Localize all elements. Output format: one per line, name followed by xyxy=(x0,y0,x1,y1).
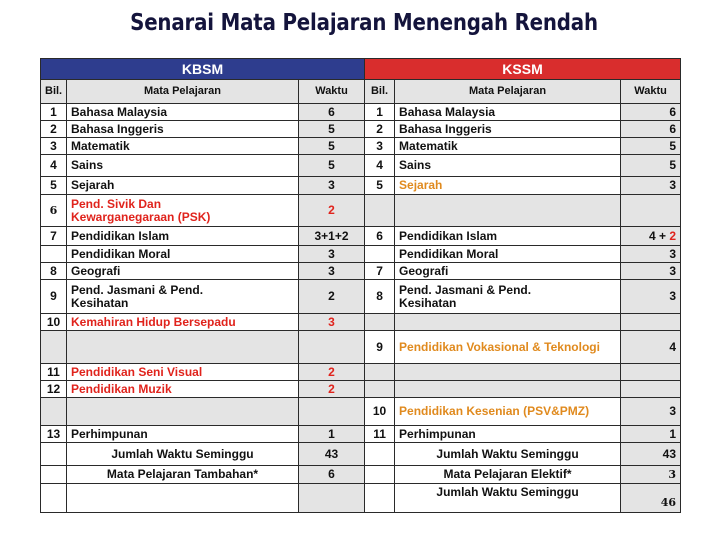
ks-grand-total: 46 xyxy=(621,484,681,513)
kb-hours-empty xyxy=(299,331,365,364)
ks-bil: 1 xyxy=(365,104,395,121)
ks-bil: 10 xyxy=(365,398,395,426)
kb-subject: Pendidikan Seni Visual xyxy=(67,364,299,381)
kb-bil-empty xyxy=(41,484,67,513)
kb-hours: 3 xyxy=(299,177,365,195)
ks-bil: 9 xyxy=(365,331,395,364)
kb-bil-header: Bil. xyxy=(41,80,67,104)
kb-subject: Pendidikan Moral xyxy=(67,246,299,263)
kb-bil: 11 xyxy=(41,364,67,381)
kb-subject: Geografi xyxy=(67,263,299,280)
kb-hours: 5 xyxy=(299,138,365,155)
kbsm-header: KBSM xyxy=(41,59,365,80)
kb-hours: 2 xyxy=(299,280,365,314)
table-row xyxy=(41,426,681,443)
table-row xyxy=(41,314,681,331)
kb-subject-empty xyxy=(67,331,299,364)
kb-hours: 3 xyxy=(299,246,365,263)
column-header-row xyxy=(41,80,681,104)
ks-subject: Pendidikan Islam xyxy=(395,227,621,246)
kb-hours: 5 xyxy=(299,121,365,138)
kb-subject: Kemahiran Hidup Bersepadu xyxy=(67,314,299,331)
table-row xyxy=(41,381,681,398)
kb-subject: Bahasa Malaysia xyxy=(67,104,299,121)
ks-bil: 5 xyxy=(365,177,395,195)
kb-subject xyxy=(67,195,299,227)
table-row xyxy=(41,195,681,227)
kb-bil: 13 xyxy=(41,426,67,443)
kb-subject: Sains xyxy=(67,155,299,177)
ks-subject: Geografi xyxy=(395,263,621,280)
totals-row xyxy=(41,466,681,484)
ks-hours-empty xyxy=(621,314,681,331)
ks-hours-base: 4 + xyxy=(648,228,670,243)
kb-bil: 6 xyxy=(41,195,67,227)
kb-weekly-total: 43 xyxy=(299,443,365,466)
ks-subject-empty xyxy=(395,314,621,331)
ks-hours: 5 xyxy=(621,155,681,177)
totals-row xyxy=(41,484,681,513)
table-row xyxy=(41,246,681,263)
table-row xyxy=(41,398,681,426)
ks-bil-empty xyxy=(365,443,395,466)
kb-bil: 8 xyxy=(41,263,67,280)
ks-total-label: Jumlah Waktu Seminggu xyxy=(395,484,621,513)
kb-bil-empty xyxy=(41,246,67,263)
ks-subject: Sejarah xyxy=(395,177,621,195)
ks-hours-empty xyxy=(621,195,681,227)
table-row xyxy=(41,121,681,138)
kb-hours-header: Waktu xyxy=(299,80,365,104)
ks-bil-empty xyxy=(365,466,395,484)
kssm-header: KSSM xyxy=(365,59,681,80)
ks-bil: 3 xyxy=(365,138,395,155)
kb-hours: 3+1+2 xyxy=(299,227,365,246)
kb-hours: 5 xyxy=(299,155,365,177)
kb-subject-header: Mata Pelajaran xyxy=(67,80,299,104)
ks-bil: 6 xyxy=(365,227,395,246)
ks-hours: 3 xyxy=(621,246,681,263)
ks-hours: 5 xyxy=(621,138,681,155)
kb-subject: Perhimpunan xyxy=(67,426,299,443)
ks-bil: 2 xyxy=(365,121,395,138)
kb-hours: 3 xyxy=(299,263,365,280)
kb-hours: 2 xyxy=(299,195,365,227)
table-row xyxy=(41,364,681,381)
ks-elective-label: Mata Pelajaran Elektif* xyxy=(395,466,621,484)
kb-bil: 5 xyxy=(41,177,67,195)
kb-bil: 9 xyxy=(41,280,67,314)
kb-hours-empty xyxy=(299,484,365,513)
kb-bil-empty xyxy=(41,398,67,426)
kb-subject-line: Kewarganegaraan (PSK) xyxy=(71,209,211,224)
kb-subject-line: Pend. Sivik Dan xyxy=(71,196,162,211)
ks-subject: Pendidikan Kesenian (PSV&PMZ) xyxy=(395,398,621,426)
ks-subject: Bahasa Inggeris xyxy=(395,121,621,138)
ks-hours: 1 xyxy=(621,426,681,443)
ks-subject: Perhimpunan xyxy=(395,426,621,443)
ks-hours: 3 xyxy=(621,263,681,280)
kb-weekly-label: Jumlah Waktu Seminggu xyxy=(67,443,299,466)
kb-bil-empty xyxy=(41,466,67,484)
kb-extra-label: Mata Pelajaran Tambahan* xyxy=(67,466,299,484)
kb-subject: Matematik xyxy=(67,138,299,155)
ks-subject: Matematik xyxy=(395,138,621,155)
kb-subject: Sejarah xyxy=(67,177,299,195)
section-header-row xyxy=(41,59,681,80)
kb-subject-empty xyxy=(67,398,299,426)
ks-elective-total: 3 xyxy=(621,466,681,484)
kb-bil: 10 xyxy=(41,314,67,331)
table-row xyxy=(41,138,681,155)
ks-bil-empty xyxy=(365,381,395,398)
table-row xyxy=(41,263,681,280)
kb-bil-empty xyxy=(41,331,67,364)
ks-hours xyxy=(621,227,681,246)
kb-subject-line: Kesihatan xyxy=(71,295,129,310)
ks-subject: Sains xyxy=(395,155,621,177)
kb-bil: 7 xyxy=(41,227,67,246)
ks-subject xyxy=(395,280,621,314)
table-row xyxy=(41,104,681,121)
ks-subject: Bahasa Malaysia xyxy=(395,104,621,121)
kb-subject: Pendidikan Muzik xyxy=(67,381,299,398)
kb-bil: 1 xyxy=(41,104,67,121)
kb-hours: 2 xyxy=(299,364,365,381)
kb-hours: 1 xyxy=(299,426,365,443)
ks-subject-line: Kesihatan xyxy=(399,295,457,310)
table-row xyxy=(41,331,681,364)
ks-subject: Pendidikan Vokasional & Teknologi xyxy=(395,331,621,364)
kb-bil: 12 xyxy=(41,381,67,398)
table-row xyxy=(41,155,681,177)
ks-bil: 8 xyxy=(365,280,395,314)
ks-weekly-label: Jumlah Waktu Seminggu xyxy=(395,443,621,466)
ks-bil: 11 xyxy=(365,426,395,443)
table-row xyxy=(41,227,681,246)
kb-subject: Bahasa Inggeris xyxy=(67,121,299,138)
table-row xyxy=(41,177,681,195)
ks-subject-header: Mata Pelajaran xyxy=(395,80,621,104)
ks-bil-empty xyxy=(365,484,395,513)
totals-row xyxy=(41,443,681,466)
ks-bil-empty xyxy=(365,246,395,263)
kb-extra-total: 6 xyxy=(299,466,365,484)
ks-subject-line: Pend. Jasmani & Pend. xyxy=(399,282,532,297)
subject-table xyxy=(40,58,681,513)
kb-bil-empty xyxy=(41,443,67,466)
ks-hours: 6 xyxy=(621,104,681,121)
ks-weekly-total: 43 xyxy=(621,443,681,466)
ks-hours: 6 xyxy=(621,121,681,138)
ks-bil: 4 xyxy=(365,155,395,177)
kb-bil: 4 xyxy=(41,155,67,177)
ks-hours: 3 xyxy=(621,177,681,195)
kb-hours: 6 xyxy=(299,104,365,121)
kb-subject xyxy=(67,280,299,314)
table-row xyxy=(41,280,681,314)
kb-subject: Pendidikan Islam xyxy=(67,227,299,246)
ks-bil-empty xyxy=(365,314,395,331)
ks-hours: 4 xyxy=(621,331,681,364)
page-title: Senarai Mata Pelajaran Menengah Rendah xyxy=(130,10,598,36)
ks-bil: 7 xyxy=(365,263,395,280)
ks-hours: 3 xyxy=(621,280,681,314)
ks-subject-empty xyxy=(395,195,621,227)
ks-hours-empty xyxy=(621,381,681,398)
ks-hours: 3 xyxy=(621,398,681,426)
kb-hours: 2 xyxy=(299,381,365,398)
kb-bil: 2 xyxy=(41,121,67,138)
kb-hours-empty xyxy=(299,398,365,426)
ks-hours-added: 2 xyxy=(669,228,677,243)
ks-subject-empty xyxy=(395,364,621,381)
kb-bil: 3 xyxy=(41,138,67,155)
ks-hours-empty xyxy=(621,364,681,381)
kb-subject-empty xyxy=(67,484,299,513)
ks-subject-empty xyxy=(395,381,621,398)
kb-hours: 3 xyxy=(299,314,365,331)
ks-bil-empty xyxy=(365,195,395,227)
ks-hours-header: Waktu xyxy=(621,80,681,104)
ks-subject: Pendidikan Moral xyxy=(395,246,621,263)
kb-subject-line: Pend. Jasmani & Pend. xyxy=(71,282,204,297)
ks-bil-empty xyxy=(365,364,395,381)
ks-bil-header: Bil. xyxy=(365,80,395,104)
